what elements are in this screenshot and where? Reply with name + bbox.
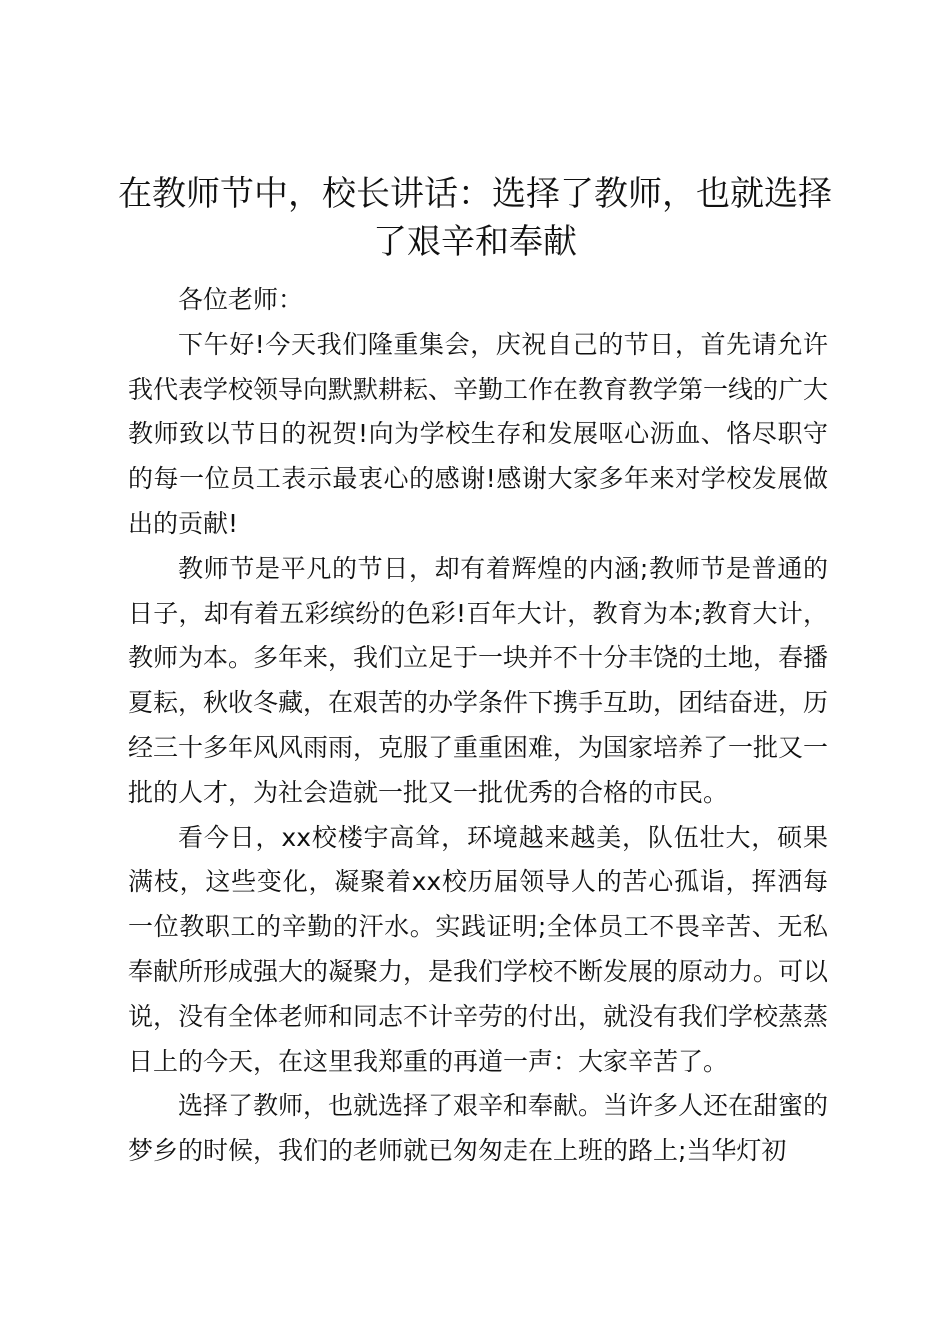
- document-title: 在教师节中，校长讲话：选择了教师，也就选择了艰辛和奉献: [118, 174, 832, 262]
- paragraph: 下午好!今天我们隆重集会，庆祝自己的节日，首先请允许我代表学校领导向默默耕耘、辛勤工作在教育教学第一线的广大教师致以节日的祝贺!向为学校生存和发展呕心沥血、恪尽职守的每一位员工表示最衷心的感谢!感谢大家多年来对学校发展做出的贡献!: [128, 329, 829, 538]
- paragraph: 选择了教师，也就选择了艰辛和奉献。当许多人还在甜蜜的梦乡的时候，我们的老师就已匆匆走在上班的路上;当华灯初: [128, 1091, 829, 1166]
- paragraph: 教师节是平凡的节日，却有着辉煌的内涵;教师节是普通的日子，却有着五彩缤纷的色彩!百年大计，教育为本;教育大计，教师为本。多年来，我们立足于一块并不十分丰饶的土地，春播夏耘，秋收冬藏，在艰苦的办学条件下携手互助，团结奋进，历经三十多年风风雨雨，克服了重重困难，为国家培养了一批又一批的人才，为社会造就一批又一批优秀的合格的市民。: [128, 553, 829, 807]
- paragraph: 看今日，xx校楼宇高耸，环境越来越美，队伍壮大，硕果满枝，这些变化，凝聚着xx校历届领导人的苦心孤诣，挥洒每一位教职工的辛勤的汗水。实践证明;全体员工不畏辛苦、无私奉献所形成强大的凝聚力，是我们学校不断发展的原动力。可以说，没有全体老师和同志不计辛劳的付出，就没有我们学校蒸蒸日上的今天，在这里我郑重的再道一声：大家辛苦了。: [128, 822, 829, 1076]
- document-body: [128, 278, 828, 1174]
- salutation: 各位老师：: [178, 285, 304, 314]
